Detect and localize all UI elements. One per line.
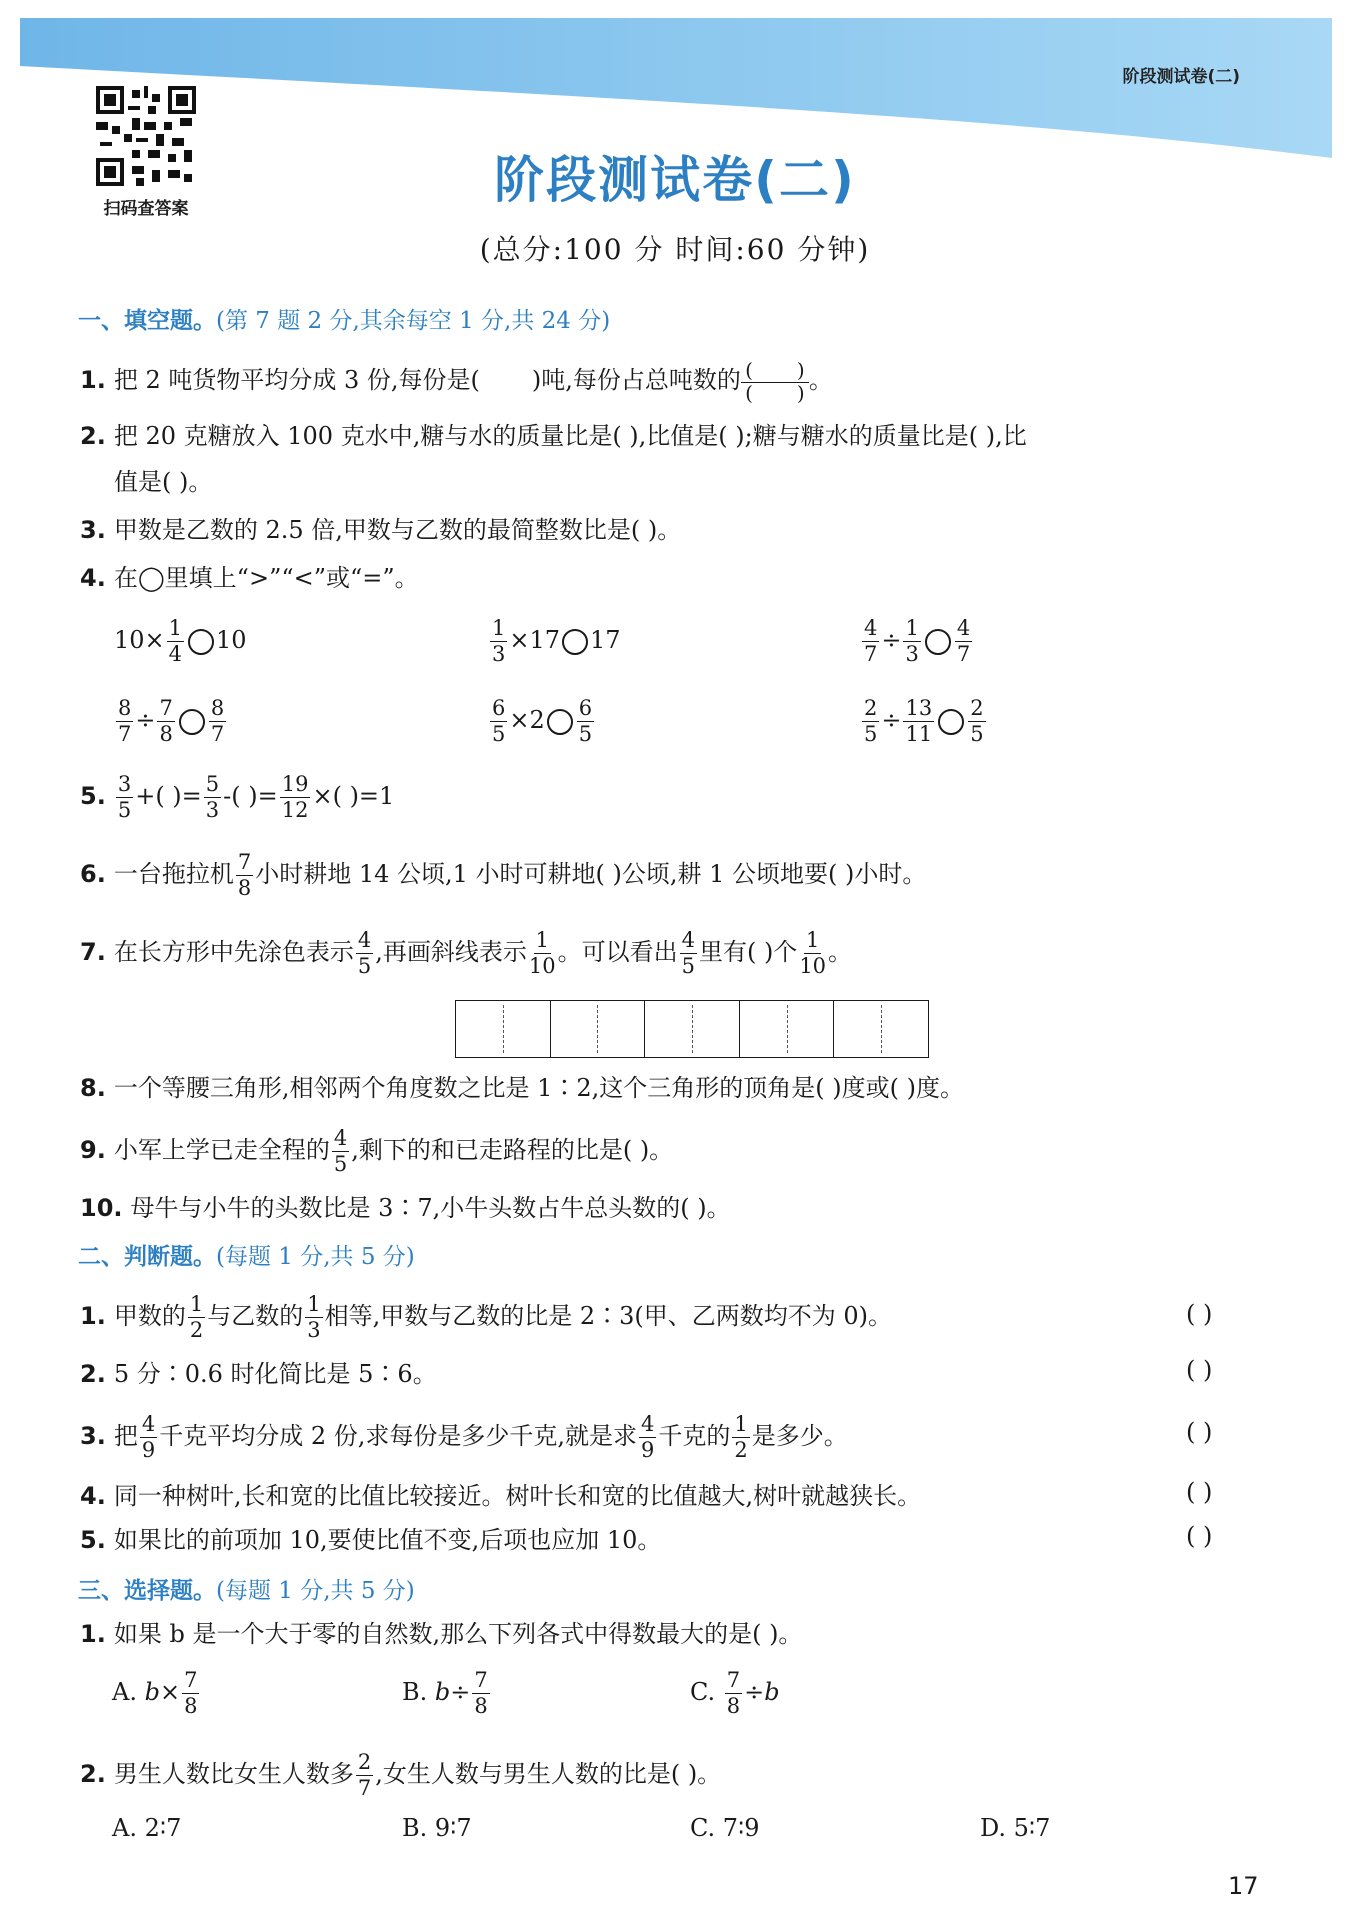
option-text: 5∶7: [1013, 1814, 1051, 1842]
question-text: 甲数的: [113, 1302, 186, 1330]
option-label: A.: [112, 1814, 137, 1842]
compare-item: [488, 698, 596, 745]
choice-option-c[interactable]: [690, 1670, 780, 1717]
compare-circle[interactable]: [179, 709, 205, 735]
denominator: 8: [474, 1694, 488, 1718]
question-number: 1.: [80, 1302, 106, 1330]
paren-open: (: [745, 381, 753, 405]
rect-cell[interactable]: [551, 1001, 646, 1057]
section-title: 一、填空题。: [78, 308, 216, 334]
question-text: 甲数是乙数的 2.5 倍,甲数与乙数的最简整数比是( )。: [113, 516, 682, 544]
fraction: [955, 618, 972, 665]
question-text: 母牛与小牛的头数比是 3∶7,小牛头数占牛总头数的( )。: [130, 1194, 731, 1222]
question-text: 一台拖拉机: [113, 860, 234, 888]
fraction: [862, 698, 879, 745]
compare-item: [860, 698, 988, 745]
question-text: 里有( )个: [698, 938, 798, 966]
fraction: [725, 1670, 742, 1717]
question-number: 10.: [80, 1194, 123, 1222]
fraction: [490, 618, 507, 665]
section-title: 二、判断题。: [78, 1244, 216, 1270]
question-text: 5 分∶0.6 时化简比是 5∶6。: [113, 1360, 437, 1388]
compare-circle[interactable]: [188, 629, 214, 655]
expr-text: 10×: [114, 626, 165, 654]
compare-item: [488, 618, 621, 665]
question-1-9: [80, 1128, 673, 1175]
section-heading-choice: [78, 1572, 415, 1605]
numerator: 4: [333, 1126, 348, 1150]
fraction: [639, 1414, 656, 1461]
option-label: A.: [112, 1678, 137, 1706]
option-label: D.: [980, 1814, 1007, 1842]
denominator: 5: [681, 954, 695, 978]
denominator: 3: [307, 1318, 321, 1342]
numerator: 1: [734, 1412, 748, 1436]
section-heading-true-false: [78, 1238, 415, 1271]
numerator: 6: [578, 696, 593, 720]
rect-cell[interactable]: [740, 1001, 835, 1057]
question-2-5: [80, 1522, 661, 1558]
question-text: 与乙数的: [207, 1302, 304, 1330]
choice-option-a[interactable]: [112, 1814, 181, 1842]
option-label: B.: [402, 1678, 428, 1706]
numerator: 19: [281, 772, 309, 796]
expr-text: ×17: [509, 626, 561, 654]
expr-text: ÷: [135, 706, 156, 734]
denominator: 3: [492, 642, 506, 666]
question-number: 5.: [80, 1526, 106, 1554]
question-1-1: [80, 360, 833, 403]
question-1-2: [80, 418, 1027, 454]
numerator: 1: [905, 616, 919, 640]
numerator: 1: [492, 616, 506, 640]
fraction: [140, 1414, 157, 1461]
question-text: 在长方形中先涂色表示: [113, 938, 354, 966]
question-1-8: [80, 1070, 964, 1106]
question-2-3: [80, 1414, 848, 1461]
numerator: 13: [905, 696, 933, 720]
question-text: ,再画斜线表示: [375, 938, 527, 966]
question-text: 一个等腰三角形,相邻两个角度数之比是 1∶2,这个三角形的顶角是( )度或( )度。: [113, 1074, 964, 1102]
question-3-2: [80, 1752, 721, 1799]
rect-cell[interactable]: [456, 1001, 551, 1057]
option-text: b×: [144, 1678, 181, 1706]
question-1-10: [80, 1190, 731, 1226]
question-text: 在◯里填上“>”“<”或“=”。: [113, 564, 419, 592]
question-text: 。: [808, 366, 833, 394]
fraction: [903, 618, 920, 665]
question-text: 如果比的前项加 10,要使比值不变,后项也应加 10。: [113, 1526, 662, 1554]
fraction: [236, 852, 253, 899]
answer-paren[interactable]: ( ): [1186, 1356, 1213, 1384]
question-2-2: [80, 1356, 437, 1392]
question-number: 1.: [80, 1620, 106, 1648]
choice-option-d[interactable]: [980, 1814, 1050, 1842]
compare-circle[interactable]: [925, 629, 951, 655]
fraction: [472, 1670, 489, 1717]
numerator: 4: [956, 616, 971, 640]
option-text: 7∶9: [722, 1814, 760, 1842]
option-label: B.: [402, 1814, 428, 1842]
choice-option-c[interactable]: [690, 1814, 760, 1842]
question-text: 千克的: [658, 1422, 731, 1450]
page-subtitle: (总分:100 分 时间:60 分钟): [479, 233, 871, 266]
blank-fraction[interactable]: [741, 360, 809, 403]
denominator: 8: [237, 876, 252, 900]
question-text: 男生人数比女生人数多: [113, 1760, 354, 1788]
numerator: 1: [307, 1292, 321, 1316]
fraction: [116, 698, 133, 745]
numerator: 6: [492, 696, 506, 720]
fraction: [280, 774, 311, 821]
option-text: ÷b: [744, 1678, 780, 1706]
question-number: 1.: [80, 366, 106, 394]
question-text: 如果 b 是一个大于零的自然数,那么下列各式中得数最大的是( )。: [113, 1620, 803, 1648]
paren-close: ): [796, 381, 805, 405]
option-label: C.: [690, 1678, 716, 1706]
numerator: 4: [141, 1412, 156, 1436]
section-note: (每题 1 分,共 5 分): [216, 1578, 415, 1604]
section-header-label: 阶段测试卷(二): [1122, 67, 1240, 87]
denominator: 5: [970, 722, 984, 746]
fraction: [209, 698, 226, 745]
shading-rectangle[interactable]: [455, 1000, 929, 1058]
fraction: [332, 1128, 349, 1175]
expr-text: ÷: [881, 626, 902, 654]
question-2-4: [80, 1478, 921, 1514]
denominator: 5: [864, 722, 878, 746]
fraction: [182, 1670, 199, 1717]
numerator: 2: [970, 696, 984, 720]
option-label: C.: [690, 1814, 716, 1842]
fraction: [188, 1294, 205, 1341]
question-text: 小时耕地 14 公顷,1 小时可耕地( )公顷,耕 1 公顷地要( )小时。: [255, 860, 927, 888]
qr-caption: 扫码查答案: [103, 199, 189, 219]
numerator: 4: [357, 928, 372, 952]
question-2-1: [80, 1294, 892, 1341]
question-text: ,剩下的和已走路程的比是( )。: [351, 1136, 674, 1164]
denominator: 5: [117, 798, 132, 822]
denominator: 3: [905, 642, 919, 666]
compare-item: [860, 618, 974, 665]
section-title: 三、选择题。: [78, 1578, 216, 1604]
fraction: [529, 930, 556, 977]
answer-paren[interactable]: ( ): [1186, 1478, 1213, 1506]
denominator: 8: [726, 1694, 741, 1718]
numerator: 4: [681, 928, 695, 952]
answer-paren[interactable]: ( ): [1186, 1522, 1213, 1550]
fraction: [116, 774, 133, 821]
denominator: 10: [799, 954, 827, 978]
question-number: 7.: [80, 938, 106, 966]
denominator: 5: [357, 954, 372, 978]
question-text: ,女生人数与男生人数的比是( )。: [375, 1760, 722, 1788]
question-text: )吨,每份占总吨数的: [531, 366, 741, 394]
numerator: 3: [117, 772, 132, 796]
header-banner: [20, 18, 1332, 158]
compare-circle[interactable]: [938, 709, 964, 735]
denominator: 2: [734, 1438, 748, 1462]
question-text: 同一种树叶,长和宽的比值比较接近。树叶长和宽的比值越大,树叶就越狭长。: [113, 1482, 922, 1510]
fraction: [204, 774, 221, 821]
rect-cell[interactable]: [645, 1001, 740, 1057]
numerator: 7: [184, 1668, 198, 1692]
expr-text: ÷: [881, 706, 902, 734]
denominator: 7: [864, 642, 878, 666]
question-1-3: [80, 512, 681, 548]
fraction: [356, 930, 373, 977]
fraction: [799, 930, 826, 977]
question-text: 千克平均分成 2 份,求每份是多少千克,就是求: [159, 1422, 637, 1450]
expr-text: ×2: [509, 706, 545, 734]
option-text: b÷: [434, 1678, 471, 1706]
question-1-2-cont: [114, 464, 212, 500]
denominator: 2: [189, 1318, 204, 1342]
denominator: 5: [578, 722, 593, 746]
fraction: [732, 1414, 749, 1461]
question-text: -( )=: [223, 782, 278, 810]
fraction: [577, 698, 594, 745]
numerator: 1: [535, 928, 549, 952]
compare-circle[interactable]: [562, 629, 588, 655]
option-text: 2∶7: [144, 1814, 182, 1842]
numerator: 2: [357, 1750, 372, 1774]
page-number: 17: [1228, 1872, 1259, 1900]
numerator: 7: [726, 1668, 741, 1692]
question-3-1: [80, 1616, 802, 1652]
denominator: 7: [118, 722, 132, 746]
numerator: 4: [641, 1412, 655, 1436]
question-text: 把: [113, 1422, 138, 1450]
numerator: 8: [210, 696, 225, 720]
fraction: [167, 618, 184, 665]
paren-open: (: [745, 358, 753, 382]
denominator: 8: [159, 722, 173, 746]
denominator: 7: [210, 722, 225, 746]
numerator: 5: [205, 772, 220, 796]
answer-paren[interactable]: ( ): [1186, 1300, 1213, 1328]
answer-paren[interactable]: ( ): [1186, 1418, 1213, 1446]
denominator: 9: [641, 1438, 655, 1462]
question-text: ×( )=1: [312, 782, 395, 810]
denominator: 8: [184, 1694, 198, 1718]
question-1-4: [80, 560, 419, 596]
numerator: 8: [118, 696, 132, 720]
question-number: 2.: [80, 1360, 106, 1388]
paren-close: ): [796, 358, 805, 382]
question-1-5: [80, 774, 394, 821]
choice-option-b[interactable]: [402, 1814, 472, 1842]
question-number: 4.: [80, 1482, 106, 1510]
numerator: 7: [237, 850, 252, 874]
denominator: 10: [528, 954, 556, 978]
denominator: 3: [205, 798, 220, 822]
fraction: [862, 618, 879, 665]
question-text: 是多少。: [751, 1422, 848, 1450]
numerator: 4: [864, 616, 878, 640]
fraction: [157, 698, 174, 745]
question-number: 2.: [80, 1760, 106, 1788]
denominator: 11: [905, 722, 933, 746]
fraction: [903, 698, 934, 745]
denominator: 12: [281, 798, 309, 822]
section-note: (第 7 题 2 分,其余每空 1 分,共 24 分): [216, 308, 611, 334]
fraction: [968, 698, 985, 745]
question-text: +( )=: [135, 782, 202, 810]
compare-circle[interactable]: [547, 709, 573, 735]
option-text: 9∶7: [434, 1814, 472, 1842]
question-text: 相等,甲数与乙数的比是 2∶3(甲、乙两数均不为 0)。: [324, 1302, 892, 1330]
expr-text: 17: [590, 626, 621, 654]
section-note: (每题 1 分,共 5 分): [216, 1244, 415, 1270]
denominator: 4: [168, 642, 183, 666]
numerator: 1: [189, 1292, 204, 1316]
expr-text: 10: [216, 626, 247, 654]
denominator: 5: [333, 1152, 348, 1176]
page-title: 阶段测试卷(二): [494, 151, 856, 209]
question-text: 把 2 吨货物平均分成 3 份,每份是(: [113, 366, 480, 394]
choice-option-b[interactable]: [402, 1670, 492, 1717]
denominator: 7: [357, 1776, 372, 1800]
choice-option-a[interactable]: [112, 1670, 201, 1717]
section-heading-fill-blank: [78, 302, 610, 335]
question-text: 。可以看出: [557, 938, 678, 966]
compare-item: [114, 698, 228, 745]
question-number: 8.: [80, 1074, 106, 1102]
question-text: 。: [828, 938, 853, 966]
numerator: 7: [159, 696, 173, 720]
fraction: [490, 698, 507, 745]
question-number: 5.: [80, 782, 106, 810]
compare-item: [114, 618, 247, 665]
denominator: 5: [492, 722, 506, 746]
fraction: [356, 1752, 373, 1799]
rect-cell[interactable]: [834, 1001, 928, 1057]
denominator: 7: [956, 642, 971, 666]
fraction: [680, 930, 697, 977]
question-number: 3.: [80, 516, 106, 544]
denominator: 9: [141, 1438, 156, 1462]
fraction: [305, 1294, 322, 1341]
question-number: 9.: [80, 1136, 106, 1164]
question-number: 2.: [80, 422, 106, 450]
question-number: 6.: [80, 860, 106, 888]
question-text: 值是( )。: [114, 468, 213, 496]
question-text: 小军上学已走全程的: [113, 1136, 330, 1164]
numerator: 2: [864, 696, 878, 720]
question-text: 把 20 克糖放入 100 克水中,糖与水的质量比是( ),比值是( );糖与糖水的质量比是( ),比: [113, 422, 1027, 450]
question-1-6: [80, 852, 926, 899]
question-number: 4.: [80, 564, 106, 592]
numerator: 7: [474, 1668, 488, 1692]
numerator: 1: [168, 616, 183, 640]
question-number: 3.: [80, 1422, 106, 1450]
numerator: 1: [805, 928, 820, 952]
question-1-7: [80, 930, 852, 977]
